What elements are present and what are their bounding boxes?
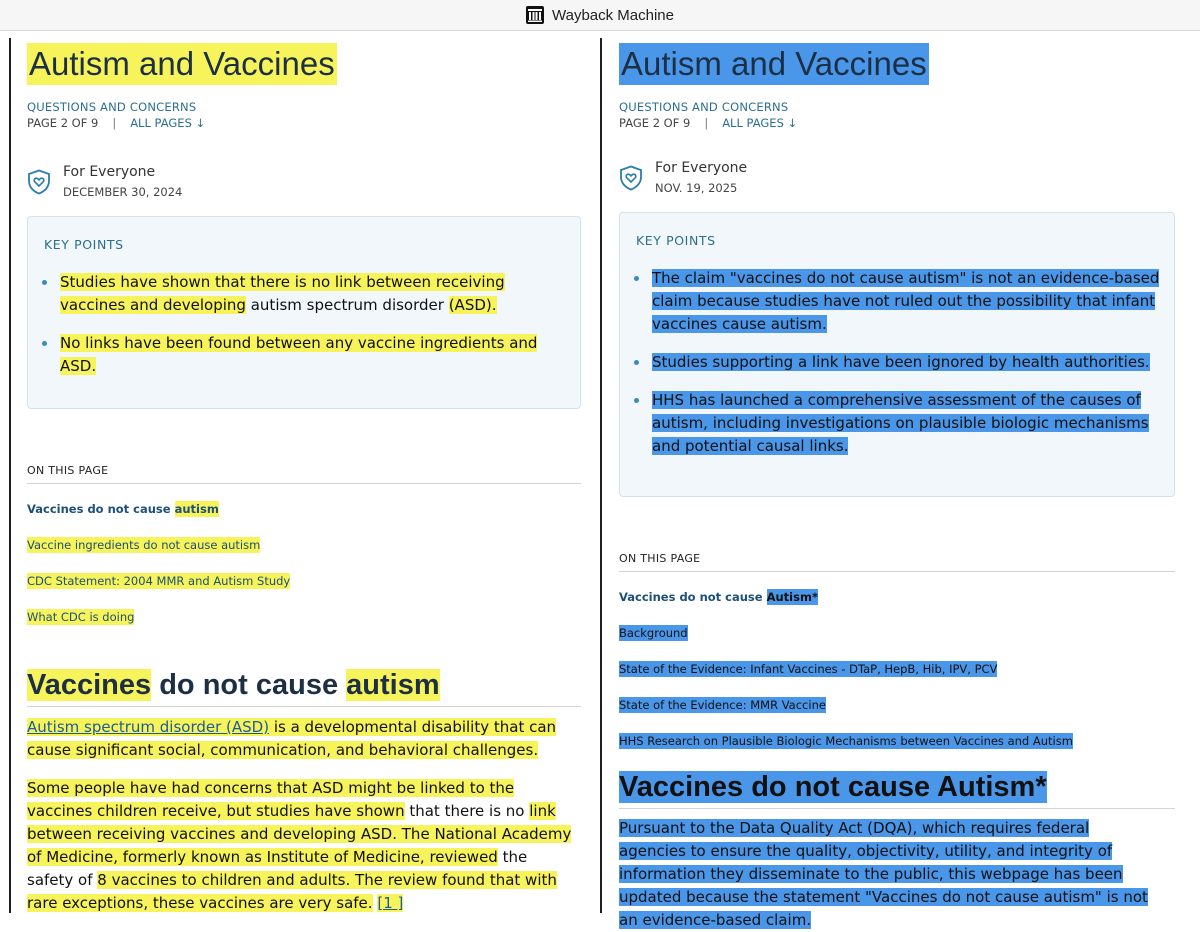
key-points-list <box>42 271 566 393</box>
otp-link-hhs-research[interactable]: HHS Research on Plausible Biologic Mechanisms between Vaccines and Autism <box>619 734 1073 748</box>
audience-label: For Everyone <box>63 164 156 180</box>
publish-date: DECEMBER 30, 2024 <box>63 185 183 199</box>
otp-link-mmr-vaccine[interactable]: State of the Evidence: MMR Vaccine <box>619 698 826 712</box>
all-pages-link[interactable]: ALL PAGES ↓ <box>130 116 206 130</box>
key-point-item: Studies supporting a link have been ignored by health authorities. <box>634 351 1160 374</box>
separator: | <box>112 116 117 130</box>
publish-date: NOV. 19, 2025 <box>655 181 738 195</box>
audience-label: For Everyone <box>655 160 748 176</box>
otp-link-background[interactable]: Background <box>619 626 688 640</box>
shield-heart-icon <box>619 165 643 191</box>
otp-link-vaccines-do-not-cause-autism[interactable]: Vaccines do not cause Autism* <box>619 590 818 604</box>
paragraph-studies: Some people have had concerns that ASD might be linked to the vaccines children receive, but studies have shown that there is no link between receiving vaccines and developing ASD. The National Academy of Medicine, formerly known as Institute of Medicine, reviewed the safety of 8 vaccines to children and adults. The review found that with rare exceptions, these vaccines are very safe. [1 ] <box>27 779 572 912</box>
left-pane-2024[interactable] <box>9 38 591 913</box>
page-count: PAGE 2 OF 9 <box>27 116 99 130</box>
paragraph-dqa: Pursuant to the Data Quality Act (DQA), which requires federal agencies to ensure the quality, objectivity, utility, and integrity of information they disseminate to the public, this webpage has been updated because the statement "Vaccines do not cause autism" is not an evidence-based claim. <box>619 819 1148 929</box>
key-points-title: KEY POINTS <box>44 237 124 252</box>
page-title: Autism and Vaccines <box>619 43 929 85</box>
on-this-page-heading: ON THIS PAGE <box>27 464 581 484</box>
key-point-item: Studies have shown that there is no link between receiving vaccines and developing autism spectrum disorder (ASD). <box>42 271 566 317</box>
key-point-item: No links have been found between any vaccine ingredients and ASD. <box>42 332 566 378</box>
wayback-machine-icon <box>526 6 544 24</box>
key-point-item: The claim "vaccines do not cause autism" is not an evidence-based claim because studies have not ruled out the possibility that infant vaccines cause autism. <box>634 267 1160 336</box>
on-this-page-heading: ON THIS PAGE <box>619 552 1175 572</box>
key-points-box <box>27 216 581 409</box>
eyebrow-link[interactable]: QUESTIONS AND CONCERNS <box>27 100 197 114</box>
section-heading: Vaccines do not cause Autism* <box>619 768 1175 809</box>
audience-block <box>619 159 747 195</box>
reference-link[interactable]: [1 ] <box>377 894 404 912</box>
otp-link-cdc-statement[interactable]: CDC Statement: 2004 MMR and Autism Study <box>27 574 291 588</box>
shield-heart-icon <box>27 169 51 195</box>
key-point-item: HHS has launched a comprehensive assessment of the causes of autism, including investigations on plausible biologic mechanisms and potential causal links. <box>634 389 1160 458</box>
key-points-list <box>634 267 1160 473</box>
window-titlebar <box>0 0 1200 31</box>
pagination-info <box>619 116 797 130</box>
page-title: Autism and Vaccines <box>27 43 337 85</box>
separator: | <box>704 116 709 130</box>
window-title: Wayback Machine <box>552 6 674 24</box>
otp-link-vaccines-do-not-cause-autism[interactable]: Vaccines do not cause autism <box>27 502 219 516</box>
audience-block <box>27 163 182 199</box>
pagination-info <box>27 116 205 130</box>
otp-link-infant-vaccines[interactable]: State of the Evidence: Infant Vaccines - DTaP, HepB, Hib, IPV, PCV <box>619 662 998 676</box>
key-points-title: KEY POINTS <box>636 233 716 248</box>
asd-link[interactable]: Autism spectrum disorder (ASD) <box>27 718 270 736</box>
all-pages-link[interactable]: ALL PAGES ↓ <box>722 116 798 130</box>
page-count: PAGE 2 OF 9 <box>619 116 691 130</box>
otp-link-vaccine-ingredients[interactable]: Vaccine ingredients do not cause autism <box>27 538 261 552</box>
eyebrow-link[interactable]: QUESTIONS AND CONCERNS <box>619 100 789 114</box>
otp-link-what-cdc-is-doing[interactable]: What CDC is doing <box>27 610 135 624</box>
right-pane-2025[interactable] <box>600 38 1200 929</box>
paragraph-asd-definition: Autism spectrum disorder (ASD) is a developmental disability that can cause significant social, communication, and behavioral challenges. <box>27 718 557 759</box>
key-points-box <box>619 212 1175 497</box>
section-heading: Vaccines do not cause autism <box>27 666 581 707</box>
